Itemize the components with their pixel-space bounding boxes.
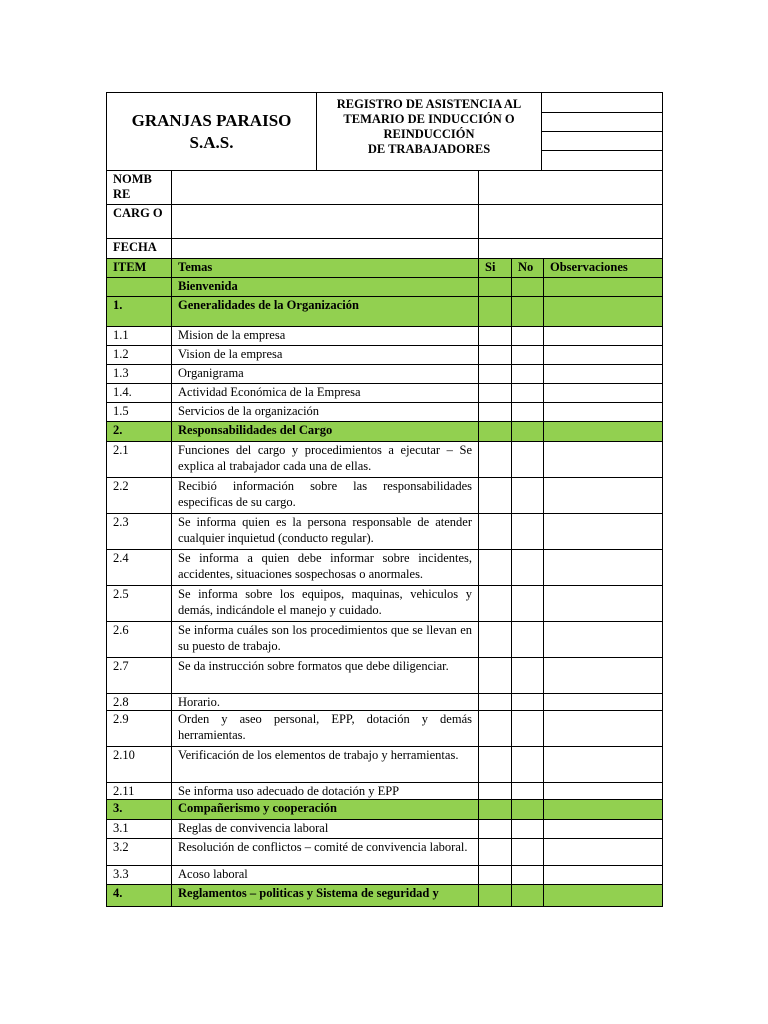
si-checkbox[interactable] <box>479 586 512 622</box>
name-extra-field[interactable] <box>479 171 663 205</box>
section-row <box>107 800 663 820</box>
si-checkbox[interactable] <box>479 694 512 711</box>
observations-field[interactable] <box>544 422 663 442</box>
si-checkbox[interactable] <box>479 442 512 478</box>
si-checkbox[interactable] <box>479 327 512 346</box>
item-number: 2.10 <box>107 747 172 783</box>
topics-table <box>106 170 663 907</box>
no-checkbox[interactable] <box>512 747 544 783</box>
no-checkbox[interactable] <box>512 885 544 907</box>
company-line-2: S.A.S. <box>189 132 234 152</box>
no-checkbox[interactable] <box>512 711 544 747</box>
no-checkbox[interactable] <box>512 442 544 478</box>
company-name <box>107 93 317 171</box>
observations-field[interactable] <box>544 747 663 783</box>
position-field[interactable] <box>172 205 479 239</box>
si-checkbox[interactable] <box>479 365 512 384</box>
control-cell[interactable] <box>542 150 662 169</box>
si-checkbox[interactable] <box>479 550 512 586</box>
topic-text: Se informa uso adecuado de dotación y EPP <box>172 783 479 800</box>
document-control-box <box>542 93 663 171</box>
position-extra-field[interactable] <box>479 205 663 239</box>
no-checkbox[interactable] <box>512 478 544 514</box>
section-row <box>107 297 663 327</box>
no-checkbox[interactable] <box>512 384 544 403</box>
form-header <box>106 92 663 171</box>
no-checkbox[interactable] <box>512 839 544 866</box>
topic-row <box>107 694 663 711</box>
si-checkbox[interactable] <box>479 478 512 514</box>
topic-text: Resolución de conflictos – comité de convivencia laboral. <box>172 839 479 866</box>
form-title <box>317 93 542 171</box>
no-checkbox[interactable] <box>512 820 544 839</box>
topic-row <box>107 346 663 365</box>
item-number: 2.11 <box>107 783 172 800</box>
control-cell[interactable] <box>542 112 662 131</box>
topic-text: Funciones del cargo y procedimientos a ejecutar – Se explica al trabajador cada una de ellas. <box>172 442 479 478</box>
si-checkbox[interactable] <box>479 885 512 907</box>
item-number: 3.1 <box>107 820 172 839</box>
si-checkbox[interactable] <box>479 711 512 747</box>
topic-row <box>107 783 663 800</box>
observations-field[interactable] <box>544 365 663 384</box>
observations-field[interactable] <box>544 885 663 907</box>
item-number: 3.3 <box>107 866 172 885</box>
item-number: 1.3 <box>107 365 172 384</box>
topic-text: Recibió información sobre las responsabilidades especificas de su cargo. <box>172 478 479 514</box>
si-checkbox[interactable] <box>479 384 512 403</box>
topic-row <box>107 384 663 403</box>
title-line: DE TRABAJADORES <box>367 142 491 156</box>
no-checkbox[interactable] <box>512 800 544 820</box>
topic-text: Se informa cuáles son los procedimientos que se llevan en su puesto de trabajo. <box>172 622 479 658</box>
topic-text: Vision de la empresa <box>172 346 479 365</box>
observations-field[interactable] <box>544 820 663 839</box>
item-number: 3.2 <box>107 839 172 866</box>
topic-text: Reglamentos – politicas y Sistema de seguridad y <box>172 885 479 907</box>
item-number: 3. <box>107 800 172 820</box>
topic-text: Orden y aseo personal, EPP, dotación y demás herramientas. <box>172 711 479 747</box>
observations-field[interactable] <box>544 514 663 550</box>
topic-row <box>107 866 663 885</box>
no-checkbox[interactable] <box>512 694 544 711</box>
col-observaciones: Observaciones <box>544 259 663 278</box>
no-checkbox[interactable] <box>512 346 544 365</box>
topic-text: Se da instrucción sobre formatos que debe diligenciar. <box>172 658 479 694</box>
section-row <box>107 422 663 442</box>
no-checkbox[interactable] <box>512 586 544 622</box>
name-field[interactable] <box>172 171 479 205</box>
topic-text: Compañerismo y cooperación <box>172 800 479 820</box>
topic-text: Se informa quien es la persona responsable de atender cualquier inquietud (conducto regular). <box>172 514 479 550</box>
item-number: 1.2 <box>107 346 172 365</box>
observations-field[interactable] <box>544 711 663 747</box>
date-extra-field[interactable] <box>479 239 663 259</box>
observations-field[interactable] <box>544 297 663 327</box>
observations-field[interactable] <box>544 866 663 885</box>
topic-rows <box>107 278 663 907</box>
topic-text: Mision de la empresa <box>172 327 479 346</box>
section-row <box>107 278 663 297</box>
item-number: 2.4 <box>107 550 172 586</box>
title-line: REGISTRO DE ASISTENCIA AL <box>336 97 522 111</box>
observations-field[interactable] <box>544 622 663 658</box>
control-grid <box>542 93 662 169</box>
topic-row <box>107 820 663 839</box>
item-number: 2.8 <box>107 694 172 711</box>
no-checkbox[interactable] <box>512 783 544 800</box>
observations-field[interactable] <box>544 586 663 622</box>
si-checkbox[interactable] <box>479 514 512 550</box>
col-item: ITEM <box>107 259 172 278</box>
item-number: 2.1 <box>107 442 172 478</box>
observations-field[interactable] <box>544 278 663 297</box>
observations-field[interactable] <box>544 327 663 346</box>
induction-form <box>106 92 662 907</box>
item-number: 2. <box>107 422 172 442</box>
no-checkbox[interactable] <box>512 365 544 384</box>
item-number: 2.5 <box>107 586 172 622</box>
topic-row <box>107 839 663 866</box>
col-si: Si <box>479 259 512 278</box>
topic-row <box>107 658 663 694</box>
topic-text: Servicios de la organización <box>172 403 479 422</box>
topic-row <box>107 747 663 783</box>
topic-row <box>107 622 663 658</box>
no-checkbox[interactable] <box>512 550 544 586</box>
item-number: 1.5 <box>107 403 172 422</box>
topic-row <box>107 478 663 514</box>
section-row <box>107 885 663 907</box>
observations-field[interactable] <box>544 839 663 866</box>
no-checkbox[interactable] <box>512 327 544 346</box>
item-number: 1. <box>107 297 172 327</box>
si-checkbox[interactable] <box>479 747 512 783</box>
si-checkbox[interactable] <box>479 866 512 885</box>
no-checkbox[interactable] <box>512 622 544 658</box>
no-checkbox[interactable] <box>512 422 544 442</box>
observations-field[interactable] <box>544 384 663 403</box>
si-checkbox[interactable] <box>479 800 512 820</box>
item-number: 2.9 <box>107 711 172 747</box>
date-label: FECHA <box>107 239 172 259</box>
observations-field[interactable] <box>544 478 663 514</box>
title-line: TEMARIO DE INDUCCIÓN O <box>343 112 515 126</box>
si-checkbox[interactable] <box>479 278 512 297</box>
si-checkbox[interactable] <box>479 820 512 839</box>
observations-field[interactable] <box>544 783 663 800</box>
topic-text: Actividad Económica de la Empresa <box>172 384 479 403</box>
topic-row <box>107 327 663 346</box>
si-checkbox[interactable] <box>479 346 512 365</box>
si-checkbox[interactable] <box>479 297 512 327</box>
col-temas: Temas <box>172 259 479 278</box>
si-checkbox[interactable] <box>479 783 512 800</box>
observations-field[interactable] <box>544 658 663 694</box>
topic-text: Acoso laboral <box>172 866 479 885</box>
topic-text: Horario. <box>172 694 479 711</box>
date-field[interactable] <box>172 239 479 259</box>
topic-text: Verificación de los elementos de trabajo y herramientas. <box>172 747 479 783</box>
name-label: NOMB RE <box>107 171 172 205</box>
item-number: 2.2 <box>107 478 172 514</box>
no-checkbox[interactable] <box>512 278 544 297</box>
topic-text: Se informa a quien debe informar sobre incidentes, accidentes, situaciones sospechosas o anormales. <box>172 550 479 586</box>
item-number: 2.3 <box>107 514 172 550</box>
no-checkbox[interactable] <box>512 403 544 422</box>
topic-text: Generalidades de la Organización <box>172 297 479 327</box>
topic-text: Reglas de convivencia laboral <box>172 820 479 839</box>
company-line-1: GRANJAS PARAISO <box>131 110 292 130</box>
si-checkbox[interactable] <box>479 403 512 422</box>
item-number: 4. <box>107 885 172 907</box>
topic-text: Se informa sobre los equipos, maquinas, vehiculos y demás, indicándole el manejo y cuidado. <box>172 586 479 622</box>
observations-field[interactable] <box>544 694 663 711</box>
item-number: 1.1 <box>107 327 172 346</box>
topic-row <box>107 550 663 586</box>
item-number <box>107 278 172 297</box>
si-checkbox[interactable] <box>479 658 512 694</box>
topic-row <box>107 711 663 747</box>
observations-field[interactable] <box>544 442 663 478</box>
si-checkbox[interactable] <box>479 422 512 442</box>
topic-text: Bienvenida <box>172 278 479 297</box>
topic-row <box>107 365 663 384</box>
topic-row <box>107 514 663 550</box>
topic-row <box>107 442 663 478</box>
position-label: CARG O <box>107 205 172 239</box>
topic-row <box>107 586 663 622</box>
title-line: REINDUCCIÓN <box>383 127 475 141</box>
item-number: 1.4. <box>107 384 172 403</box>
control-cell[interactable] <box>542 131 662 150</box>
observations-field[interactable] <box>544 800 663 820</box>
observations-field[interactable] <box>544 346 663 365</box>
control-cell[interactable] <box>542 93 662 112</box>
topic-text: Responsabilidades del Cargo <box>172 422 479 442</box>
no-checkbox[interactable] <box>512 297 544 327</box>
no-checkbox[interactable] <box>512 866 544 885</box>
col-no: No <box>512 259 544 278</box>
no-checkbox[interactable] <box>512 658 544 694</box>
item-number: 2.6 <box>107 622 172 658</box>
observations-field[interactable] <box>544 403 663 422</box>
no-checkbox[interactable] <box>512 514 544 550</box>
column-header-row <box>107 259 663 278</box>
observations-field[interactable] <box>544 550 663 586</box>
si-checkbox[interactable] <box>479 622 512 658</box>
item-number: 2.7 <box>107 658 172 694</box>
si-checkbox[interactable] <box>479 839 512 866</box>
topic-row <box>107 403 663 422</box>
topic-text: Organigrama <box>172 365 479 384</box>
